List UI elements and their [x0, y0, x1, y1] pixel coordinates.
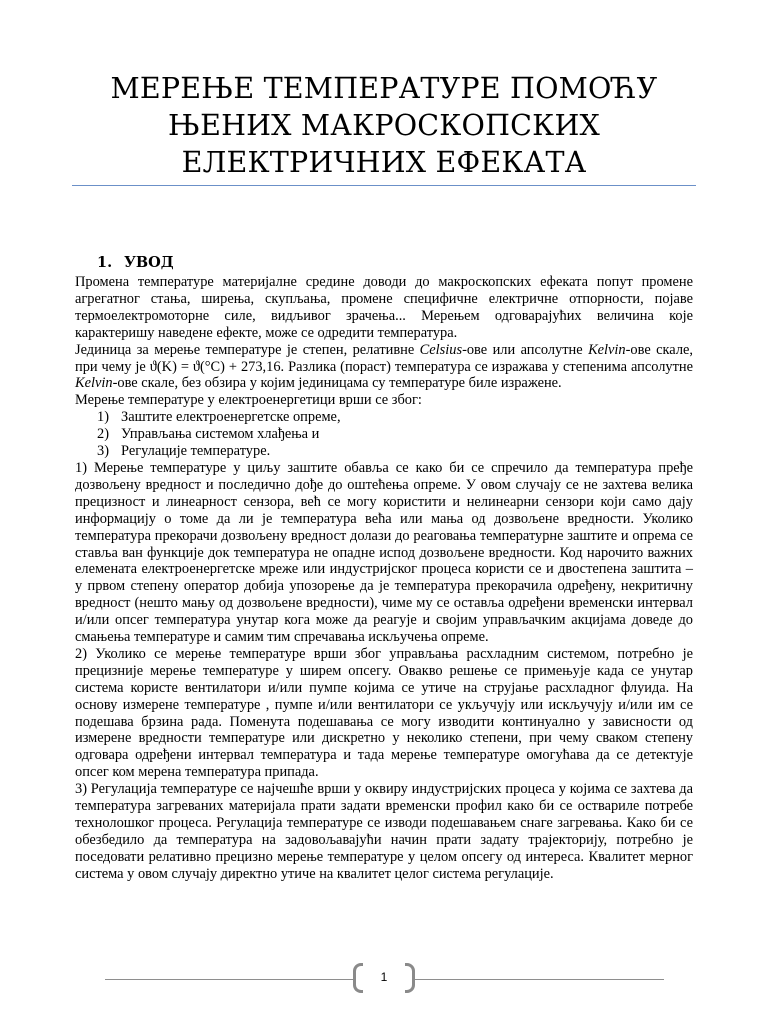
title-line-3: ЕЛЕКТРИЧНИХ ЕФЕКАТА [181, 146, 587, 179]
section-number: 1. [97, 254, 113, 271]
paragraph-regulation: 3) Регулација температуре се најчешће врши у оквиру индустријских процеса у којима се захтева да температура загреваних материјала прати задати временски профил како би се оствариле потребе технолошког процеса. Регулација температуре се изводи подешавањем снаге загревања. Како би се обезбедило да температура на задовољавајући начин прати задату трајекторију, потребно је поседовати релативно прецизно мерење температуре у целом опсегу од интереса. Квалитет мерног система у овом случају директно утиче на квалитет целог система регулације. [75, 781, 693, 882]
title-underline [72, 185, 696, 186]
footer-rule-right [414, 979, 664, 980]
paragraph-cooling: 2) Уколико се мерење температуре врши због управљања расхладним системом, потребно је прецизније мерење температуре у ширем опсегу. Овакво решење се примењује када се унутар система користе вентилатори и/или пумпе којима се утиче на струјање расхладног флуида. На основу измерене температуре , пумпе и/или вентилатори се укључују или искључују и/или им се подешава брзина рада. Поменута подешавања се могу изводити континуално у зависности од измерене вредности температуре или дискретно у неколико степени, при чему сваком степену одговара одређени интервал температура и тада мерење температуре омогућава да се детектује опсег ком мерена температура припада. [75, 645, 693, 781]
celsius-term: Celsius [419, 341, 463, 358]
list-item-text: Регулације температуре. [121, 443, 271, 460]
list-item [75, 426, 693, 443]
section-title: УВОД [124, 254, 174, 271]
text-span: -ове скале, без обзира у којим јединицама су температуре биле изражене. [112, 375, 562, 392]
list-marker: 2) [97, 426, 109, 443]
page-number: 1 [380, 970, 388, 984]
title-line-2: ЊЕНИХ МАКРОСКОПСКИХ [168, 109, 600, 142]
body-text [75, 274, 693, 883]
text-span: -ове скале, при чему је ϑ(K) = ϑ(°C) + 273,16. Разлика (пораст) температура се изражава у степенима апсолутне [75, 341, 693, 375]
list-item [75, 443, 693, 460]
list-item [75, 409, 693, 426]
list-item-text: Управљања системом хлађења и [121, 426, 320, 443]
paragraph-protection: 1) Мерење температуре у циљу заштите обавља се како би се спречило да температура пређе дозвољену вредност и последично дође до оштећења опреме. У овом случају се не захтева велика прецизност и линеарност сензора, већ се могу користити и нелинеарни сензори који само дају информацију о томе да ли је температура већа или мања од дозвољене вредности. Уколико температура прекорачи дозвољену вредност долази до реаговања температурне заштите и опрема се ставља ван функције док температура не опадне испод дозвољене вредности. Код нарочито важних елемената електроенергетске мреже или индустријског процеса користи се и двостепена заштита – у првом степену оператор добија упозорење да је температура прекорачила одређену, некритичну вредност (нешто мању од дозвољене вредности), чиме му се оставља одређени временски интервал и/или опсег температура унутар кога може да реагује и својим управљачким акцијама доведе до смањења температуре и самим тим спречавања искључења опреме. [75, 459, 693, 646]
kelvin-term: Kelvin [75, 375, 113, 392]
text-span: -ове или апсолутне [462, 341, 589, 358]
list-marker: 1) [97, 409, 109, 426]
right-brace-icon [405, 963, 415, 993]
paragraph-units [75, 342, 693, 393]
document-title [72, 70, 696, 181]
text-span: Јединица за мерење температуре је степен, релативне [75, 341, 420, 358]
left-brace-icon [353, 963, 363, 993]
paragraph-intro: Промена температуре материјалне средине доводи до макроскопских ефеката попут промене агрегатног стања, ширења, скупљања, промене специфичне електричне отпорности, појаве термоелектромоторне силе, видљивог зрачења... Мерењем одговарајућих величина које карактеришу наведене ефекте, може се одредити температура. [75, 274, 693, 341]
list-marker: 3) [97, 443, 109, 460]
section-heading [97, 254, 174, 271]
title-line-1: МЕРЕЊЕ ТЕМПЕРАТУРЕ ПОМОЋУ [110, 72, 658, 105]
kelvin-term: Kelvin [588, 341, 626, 358]
list-item-text: Заштите електроенергетске опреме, [121, 409, 341, 426]
reasons-list [75, 409, 693, 460]
paragraph-reasons: Мерење температуре у електроенергетици врши се због: [75, 392, 422, 409]
footer-rule-left [105, 979, 353, 980]
